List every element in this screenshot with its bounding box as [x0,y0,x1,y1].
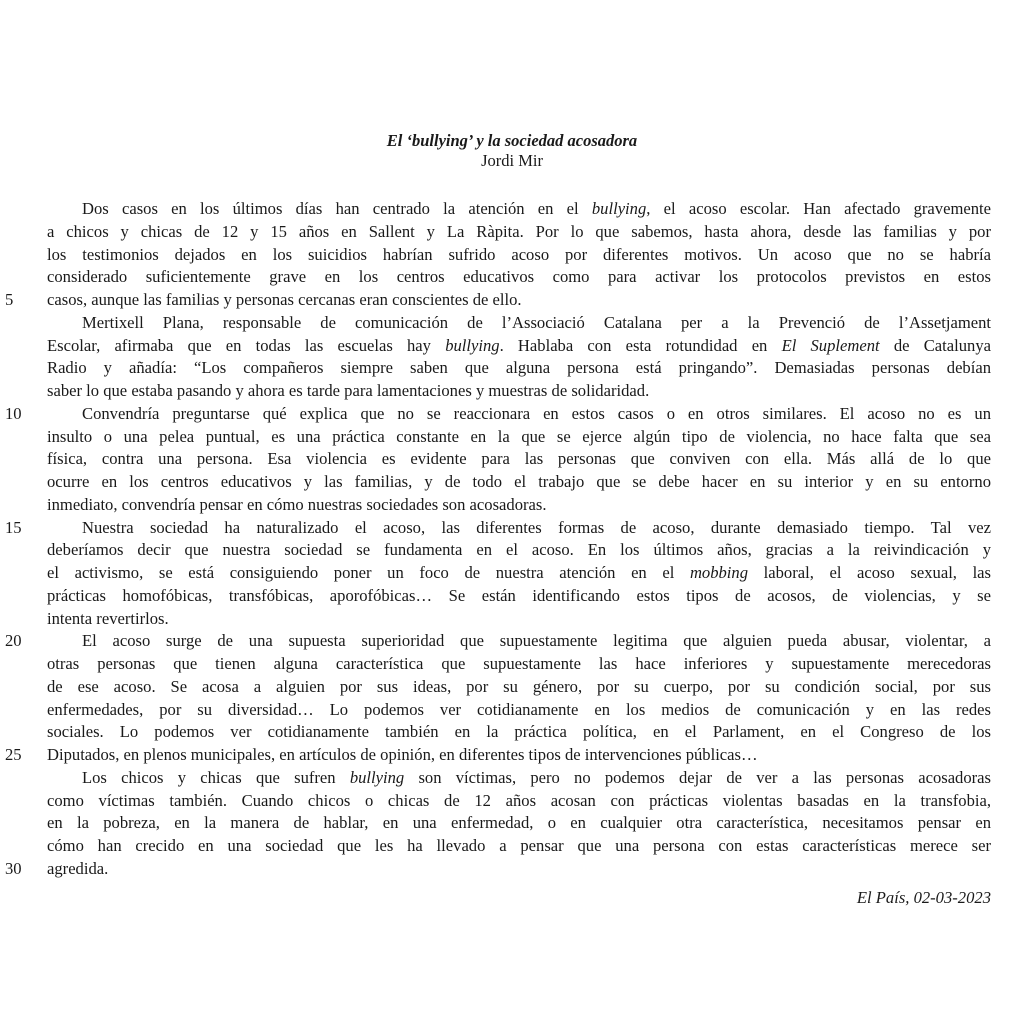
italic-term: bullying [445,335,500,355]
text-segment: deberíamos decir que nuestra sociedad se fundamenta en el acoso. En los últimos años, gracias a la reivindicación y [47,540,991,560]
text-line [0,403,1024,426]
line-number: 10 [5,403,22,423]
italic-term: bullying [349,767,405,787]
text-line [0,744,1024,767]
line-text [47,699,991,722]
text-segment: ocurre en los centros educativos y las familias, y de todo el trabajo que se debe hacer en su interior y en su entorno [47,472,991,491]
line-text [47,539,991,562]
line-number: 30 [5,858,22,878]
article-body [0,198,1024,881]
line-number: 15 [5,517,22,537]
article-source: El País, 02-03-2023 [856,888,991,907]
text-line [0,562,1024,585]
text-line [0,676,1024,699]
line-text [47,494,991,517]
text-segment: considerado suficientemente grave en los centros educativos como para activar los protocolos previstos en estos [47,267,991,287]
text-line [0,198,1024,221]
line-text [82,630,991,653]
text-segment: laboral, el acoso sexual, las [748,563,991,582]
text-segment: insulto o una pelea puntual, es una práctica constante en la que se ejerce algún tipo de violencia, no hace falta que sea [47,426,991,446]
text-line [0,221,1024,244]
text-segment: Dos casos en los últimos días han centrado la atención en el [82,199,592,218]
line-text [47,812,991,835]
line-text [82,403,991,426]
text-segment: el activismo, se está consiguiendo poner un foco de nuestra atención en el [47,563,690,582]
italic-term: El Suplement [781,335,880,355]
text-segment: Convendría preguntarse qué explica que no se reaccionara en estos casos o en otros similares. El acoso no es un [82,403,991,423]
text-line [0,539,1024,562]
text-segment: inmediato, convendría pensar en cómo nuestras sociedades son acosadoras. [47,494,547,514]
line-text [47,585,991,608]
text-segment: Radio y añadía: “Los compañeros siempre saben que alguna persona está pringando”. Demasiadas personas debían [47,358,991,378]
text-line [0,517,1024,540]
text-segment: física, contra una persona. Esa violencia es evidente para las personas que conviven con ella. Más allá de lo que [47,449,991,469]
italic-term: bullying [591,199,647,218]
line-text [47,744,991,767]
line-number: 20 [5,631,22,651]
article-author: Jordi Mir [481,151,543,170]
line-text [47,471,991,494]
text-segment: en la pobreza, en la manera de hablar, en una enfermedad, o en cualquier otra característica, necesitamos pensar en [47,813,991,833]
line-number: 25 [5,745,22,764]
text-segment: intenta revertirlos. [47,608,169,628]
text-line [0,244,1024,267]
text-segment: enfermedades, por su diversidad… Lo podemos ver cotidianamente en los medios de comunicación y en las redes [47,699,991,719]
line-text [47,448,991,471]
line-text [47,721,991,744]
text-segment: casos, aunque las familias y personas cercanas eran conscientes de ello. [47,290,522,309]
line-text [47,244,991,267]
text-line [0,858,1024,881]
line-text [82,767,991,790]
text-line [0,585,1024,608]
text-segment: otras personas que tienen alguna característica que supuestamente las hace inferiores y supuestamente merecedoras [47,654,991,673]
text-segment: prácticas homofóbicas, transfóbicas, aporofóbicas… Se están identificando estos tipos de acosos, de violencias, y se [47,585,991,605]
text-line [0,380,1024,403]
line-text [47,858,991,881]
text-line [0,767,1024,790]
text-segment: como víctimas también. Cuando chicos o chicas de 12 años acosan con prácticas violentas basadas en la transfobia, [47,790,991,810]
text-line [0,266,1024,289]
line-text [82,517,991,540]
text-line [0,653,1024,676]
italic-term: mobbing [689,563,749,582]
text-segment: El acoso surge de una supuesta superioridad que supuestamente legitima que alguien pueda abusar, violentar, a [82,631,991,651]
text-line [0,494,1024,517]
line-text [47,653,991,676]
text-segment: sociales. Lo podemos ver cotidianamente también en la práctica política, en el Parlament, en el Congreso de los [47,722,991,742]
text-segment: . Hablaba con esta rotundidad en [499,335,782,355]
line-text [47,380,991,403]
line-text [47,426,991,449]
line-text [47,790,991,813]
text-segment: Escolar, afirmaba que en todas las escuelas hay [47,335,446,355]
line-text [82,312,991,335]
line-text [47,221,991,244]
text-segment: son víctimas, pero no podemos dejar de ver a las personas acosadoras [404,767,992,787]
line-text [47,562,991,585]
article-title: El ‘bullying’ y la sociedad acosadora [386,131,638,150]
line-text [47,335,991,358]
text-line [0,289,1024,312]
text-line [0,357,1024,380]
text-line [0,699,1024,722]
line-text [82,198,991,221]
text-line [0,448,1024,471]
text-segment: , el acoso escolar. Han afectado gravemente [646,199,991,218]
line-text [47,266,991,289]
text-line [0,812,1024,835]
text-line [0,835,1024,858]
text-line [0,312,1024,335]
line-text [47,676,991,699]
text-line [0,335,1024,358]
text-segment: saber lo que estaba pasando y ahora es tarde para lamentaciones y muestras de solidaridad. [47,381,650,400]
text-segment: de ese acoso. Se acosa a alguien por sus ideas, por su género, por su cuerpo, por su condición social, por sus [47,676,991,696]
text-segment: cómo han crecido en una sociedad que les ha llevado a pensar que una persona con estas características merece ser [47,836,991,855]
text-segment: agredida. [47,858,109,878]
text-line [0,790,1024,813]
text-line [0,471,1024,494]
line-text [47,289,991,312]
text-segment: Diputados, en plenos municipales, en artículos de opinión, en diferentes tipos de intervenciones públicas… [47,745,758,764]
text-line [0,721,1024,744]
text-segment: a chicos y chicas de 12 y 15 años en Sallent y La Ràpita. Por lo que sabemos, hasta ahora, desde las familias y por [47,221,991,241]
text-segment: los testimonios dejados en los suicidios habrían sufrido acoso por diferentes motivos. Un acoso que no se habría [47,244,991,264]
text-line [0,630,1024,653]
line-text [47,835,991,858]
text-line [0,608,1024,631]
line-text [47,608,991,631]
text-segment: de Catalunya [879,335,991,355]
text-segment: Los chicos y chicas que sufren [82,767,350,787]
line-number: 5 [5,290,14,309]
text-segment: Mertixell Plana, responsable de comunicación de l’Associació Catalana per a la Prevenció de l’Assetjament [82,312,991,332]
text-segment: Nuestra sociedad ha naturalizado el acoso, las diferentes formas de acoso, durante demasiado tiempo. Tal vez [82,517,991,537]
text-line [0,426,1024,449]
line-text [47,357,991,380]
